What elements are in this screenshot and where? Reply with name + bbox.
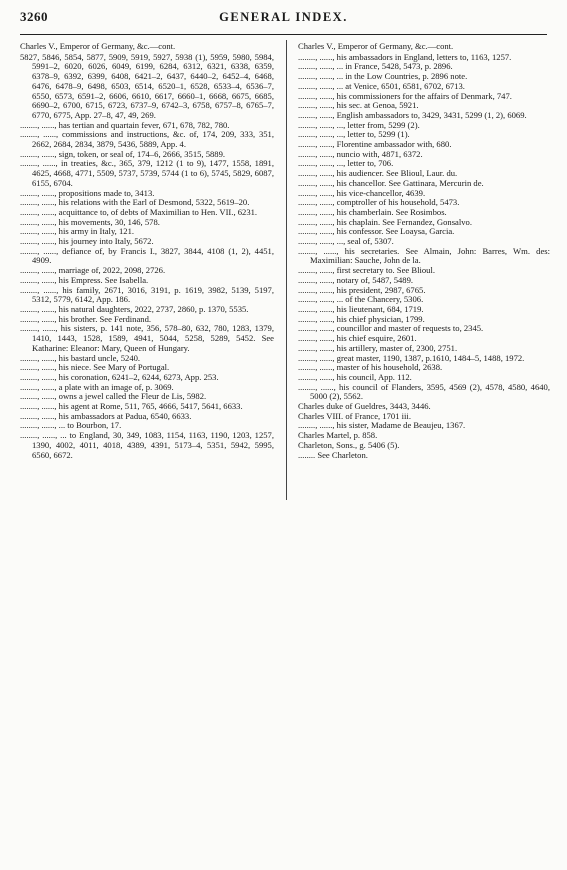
index-entry: ........, ......, his relations with the Earl of Desmond, 5322, 5619–20.: [20, 197, 250, 208]
running-head: GENERAL INDEX.: [219, 10, 348, 24]
index-entry: ........, ......, his chief esquire, 2601.: [298, 333, 417, 344]
index-entry: ........, ......, his Empress. See Isabella.: [20, 274, 149, 285]
index-entry: ........, ......, great master, 1190, 1387, p.1610, 1484–5, 1488, 1972.: [298, 352, 525, 363]
index-entry: ........, ......, his army in Italy, 121.: [20, 226, 135, 237]
header-rule: [20, 34, 547, 35]
index-entry: ........, ......, sign, token, or seal of, 174–6, 2666, 3515, 5889.: [20, 148, 226, 159]
index-entry: ........, ......, ... at Venice, 6501, 6581, 6702, 6713.: [298, 80, 465, 91]
index-entry: ........, ......, his lieutenant, 684, 1719.: [298, 303, 424, 314]
index-entry: ........, ......, his agent at Rome, 511, 765, 4666, 5417, 5641, 6633.: [20, 401, 243, 412]
index-entry: ........, ......, comptroller of his household, 5473.: [298, 197, 460, 208]
index-entry: ........, ......, his commissioners for the affairs of Denmark, 747.: [298, 90, 512, 101]
index-entry: ........, ......, his sec. at Genoa, 5921.: [298, 100, 419, 111]
index-entry: ........, ......, his chaplain. See Fernandez, Gonsalvo.: [298, 216, 472, 227]
page-number: 3260: [20, 9, 48, 24]
index-entry: ........, ......, commissions and instructions, &c. of, 174, 209, 333, 351, 2662, 2684, 2834, 3879, 5436, 5889, App. 4.: [20, 129, 274, 150]
index-entry: ........, ......, his vice-chancellor, 4639.: [298, 187, 426, 198]
index-entry: ........, ......, acquittance to, of debts of Maximilian to Hen. VII., 6231.: [20, 206, 258, 217]
index-entry: ........, ......, has tertian and quartain fever, 671, 678, 782, 780.: [20, 119, 230, 130]
index-entry: ........, ......, his sister, Madame de Beaujeu, 1367.: [298, 420, 466, 431]
index-entry: ........, ......, defiance of, by Francis I., 3827, 3844, 4108 (1, 2), 4451, 4909.: [20, 245, 274, 266]
index-entry: ........, ......, owns a jewel called the Fleur de Lis, 5982.: [20, 391, 207, 402]
index-entry: 5827, 5846, 5854, 5877, 5909, 5919, 5927, 5938 (1), 5959, 5980, 5984, 5991–2, 6020, 6026, 6049, 6199, 6284, 6312, 6321, 6338, 6359, 6378–9, 6392, 6399, 6408, 6421–2, 6437, 6440–2, 6452–4, 6468, 6476, 6478–9, 6498, 6503, 6514, 6520–1, 6528, 6533–4, 6536–7, 6550, 6573, 6591–2, 6606, 6610, 6617, 6660–1, 6668, 6675, 6685, 6690–2, 6700, 6715, 6723, 6737–9, 6742–3, 6758, 6757–8, 6765–7, 6770, 6775, App. 27–8, 47, 49, 269.: [20, 51, 274, 120]
index-entry: ........, ......, ... in France, 5428, 5473, p. 2896.: [298, 61, 453, 72]
index-entry: ........, ......, ... of the Chancery, 5306.: [298, 294, 424, 305]
index-entry: ........, ......, marriage of, 2022, 2098, 2726.: [20, 265, 166, 276]
left-column: [20, 42, 274, 460]
index-entry: ........, ......, councillor and master of requests to, 2345.: [298, 323, 484, 334]
index-entry: ........, ......, propositions made to, 3413.: [20, 187, 155, 198]
index-entry: ........, ......, his ambassadors in England, letters to, 1163, 1257.: [298, 51, 512, 62]
index-entry: Charles Martel, p. 858.: [298, 430, 378, 441]
index-entry: Charles VIII. of France, 1701 iii.: [298, 410, 411, 421]
index-entry: ........, ......, master of his household, 2638.: [298, 362, 443, 373]
index-entry: ........, ......, his artillery, master of, 2300, 2751.: [298, 342, 458, 353]
index-entry: ........, ......, nuncio with, 4871, 6372.: [298, 148, 423, 159]
index-entry: ........, ......, his bastard uncle, 5240.: [20, 352, 141, 363]
index-entry: ........, ......, his family, 2671, 3016, 3191, p. 1619, 3982, 5139, 5197, 5312, 5779, 6142, App. 186.: [20, 284, 274, 305]
index-entry: ........, ......, his journey into Italy, 5672.: [20, 236, 154, 247]
index-entry: ........, ......, his chancellor. See Gattinara, Mercurin de.: [298, 177, 484, 188]
index-entry: ........, ......, ..., letter to, 706.: [298, 158, 394, 169]
index-entry: ........, ......, notary of, 5487, 5489.: [298, 274, 414, 285]
index-entry: Charleton, Sons., g. 5406 (5).: [298, 439, 400, 450]
index-entry: ........, ......, ..., letter from, 5299 (2).: [298, 119, 420, 130]
index-entry: ........ See Charleton.: [298, 449, 368, 460]
index-entry: ........, ......, ..., letter to, 5299 (1).: [298, 129, 410, 140]
index-entry: ........, ......, his chief physician, 1799.: [298, 313, 425, 324]
index-entry: ........, ......, ..., seal of, 5307.: [298, 236, 394, 247]
index-entry: Charles duke of Gueldres, 3443, 3446.: [298, 401, 431, 412]
index-entry: ........, ......, ... to Bourbon, 17.: [20, 420, 122, 431]
index-entry: ........, ......, his brother. See Ferdinand.: [20, 313, 152, 324]
index-entry: ........, ......, a plate with an image of, p. 3069.: [20, 381, 174, 392]
index-entry: ........, ......, his natural daughters, 2022, 2737, 2860, p. 1370, 5535.: [20, 303, 249, 314]
index-entry: ........, ......, his secretaries. See Almain, John: Barres, Wm. des: Maximilian: Sauche, John de la.: [298, 245, 550, 266]
index-entry: ........, ......, his coronation, 6241–2, 6244, 6273, App. 253.: [20, 371, 219, 382]
column-divider: [286, 40, 287, 500]
index-entry: ........, ......, his sisters, p. 141 note, 356, 578–80, 632, 780, 1283, 1379, 1410, 1443, 1528, 1589, 4941, 5044, 5258, 5289, 5452. See Katharine: Eleanor: Mary, Queen of Hungary.: [20, 323, 274, 353]
index-entry: ........, ......, his audiencer. See Blioul, Laur. du.: [298, 168, 458, 179]
index-entry: ........, ......, his ambassadors at Padua, 6540, 6633.: [20, 410, 192, 421]
index-entry: ........, ......, his confessor. See Loaysa, Garcia.: [298, 226, 455, 237]
index-entry: ........, ......, ... in the Low Countries, p. 2896 note.: [298, 71, 468, 82]
index-entry: ........, ......, first secretary to. See Blioul.: [298, 265, 435, 276]
index-entry: ........, ......, his movements, 30, 146, 578.: [20, 216, 160, 227]
index-entry: ........, ......, his chamberlain. See Rosimbos.: [298, 206, 447, 217]
index-entry: ........, ......, his council, App. 112.: [298, 371, 412, 382]
index-entry: ........, ......, in treaties, &c., 365, 379, 1212 (1 to 9), 1477, 1558, 1891, 4625, 4668, 4771, 5509, 5737, 5739, 5744 (1 to 6), 5745, 5829, 6087, 6155, 6704.: [20, 158, 274, 188]
index-entry: ........, ......, his niece. See Mary of Portugal.: [20, 362, 170, 373]
left-column-heading: Charles V., Emperor of Germany, &c.—cont.: [20, 41, 176, 51]
index-entry: ........, ......, his president, 2987, 6765.: [298, 284, 426, 295]
index-entry: ........, ......, his council of Flanders, 3595, 4569 (2), 4578, 4580, 4640, 5000 (2), 5562.: [298, 381, 550, 402]
right-column-heading: Charles V., Emperor of Germany, &c.—cont.: [298, 41, 454, 51]
index-entry: ........, ......, ... to England, 30, 349, 1083, 1154, 1163, 1190, 1203, 1257, 1390, 4002, 4011, 4018, 4389, 4391, 5173–4, 5351, 5942, 5995, 6560, 6672.: [20, 430, 274, 460]
index-entry: ........, ......, English ambassadors to, 3429, 3431, 5299 (1, 2), 6069.: [298, 109, 527, 120]
index-entry: ........, ......, Florentine ambassador with, 680.: [298, 139, 452, 150]
right-column: [298, 42, 550, 460]
